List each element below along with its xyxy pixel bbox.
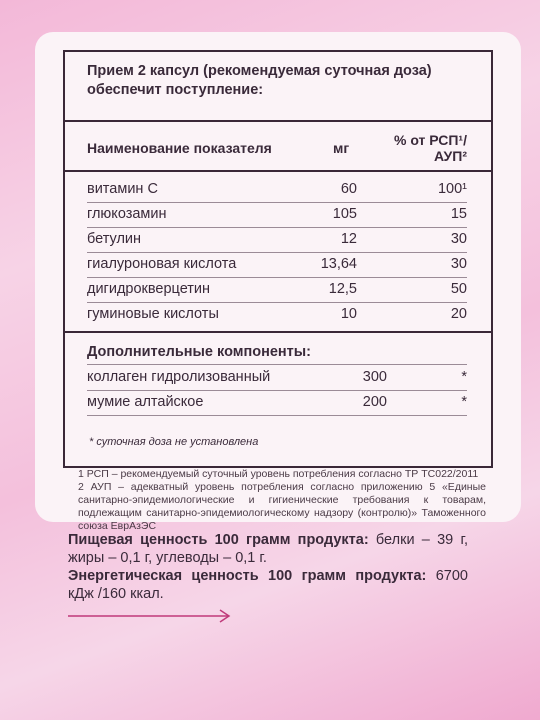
table-row bbox=[87, 366, 467, 391]
nutrition-value: белки – 39 г, жиры – 0,1 г, углеводы – 0,1 г. bbox=[68, 532, 468, 566]
divider bbox=[65, 331, 491, 333]
row-mg: 10 bbox=[340, 306, 357, 322]
energy-value: 6700 кДж /160 ккал. bbox=[68, 568, 469, 602]
row-mg: 60 bbox=[340, 181, 357, 197]
row-name: витамин С bbox=[87, 181, 158, 197]
table-row bbox=[87, 303, 467, 328]
composition-table bbox=[63, 50, 493, 468]
energy-label: Энергетическая ценность 100 грамм продукта: bbox=[68, 568, 427, 584]
table-row bbox=[87, 253, 467, 278]
row-name: коллаген гидролизованный bbox=[87, 369, 271, 385]
column-name-header: Наименование показателя bbox=[87, 140, 272, 156]
table-row bbox=[87, 178, 467, 203]
row-pct: 30 bbox=[450, 256, 467, 272]
row-name: бетулин bbox=[87, 231, 142, 247]
arrow-right-icon bbox=[68, 608, 233, 629]
row-pct: * bbox=[461, 369, 467, 385]
row-pct: 30 bbox=[450, 231, 467, 247]
footnotes bbox=[78, 468, 486, 533]
row-mg: 200 bbox=[362, 394, 387, 410]
footnote-1: 1 РСП – рекомендуемый суточный уровень потребления согласно ТР ТС022/2011 bbox=[78, 468, 479, 480]
row-name: дигидрокверцетин bbox=[87, 281, 211, 297]
row-mg: 300 bbox=[362, 369, 387, 385]
extra-components-header: Дополнительные компоненты: bbox=[87, 344, 311, 360]
row-pct: * bbox=[461, 394, 467, 410]
column-mg-header: мг bbox=[333, 140, 350, 156]
table-row bbox=[87, 203, 467, 228]
row-mg: 105 bbox=[332, 206, 357, 222]
row-name: гиалуроновая кислота bbox=[87, 256, 237, 272]
row-name: мумие алтайское bbox=[87, 394, 204, 410]
row-mg: 13,64 bbox=[320, 256, 357, 272]
row-pct: 50 bbox=[450, 281, 467, 297]
nutrition-label: Пищевая ценность 100 грамм продукта: bbox=[68, 532, 369, 548]
row-name: гуминовые кислоты bbox=[87, 306, 219, 322]
row-pct: 15 bbox=[450, 206, 467, 222]
table-header-text: Прием 2 капсул (рекомендуемая суточная доза) обеспечит поступление: bbox=[87, 63, 432, 98]
composition-card bbox=[35, 32, 521, 532]
row-name: глюкозамин bbox=[87, 206, 167, 222]
divider bbox=[65, 170, 491, 172]
row-mg: 12 bbox=[340, 231, 357, 247]
table-row bbox=[87, 228, 467, 253]
row-pct: 20 bbox=[450, 306, 467, 322]
row-mg: 12,5 bbox=[328, 281, 357, 297]
divider bbox=[65, 120, 491, 122]
table-row bbox=[87, 391, 467, 416]
dose-note: * суточная доза не установлена bbox=[89, 436, 259, 448]
footnote-2: 2 АУП – адекватный уровень потребления согласно приложению 5 «Единые санитарно-эпидемиологические и гигиенические требования к товарам, подлежащим санитарно-эпидемиологическому надзору (контролю)» Таможенного союза ЕврАзЭС bbox=[78, 481, 486, 532]
table-row bbox=[87, 278, 467, 303]
row-pct: 100¹ bbox=[437, 181, 467, 197]
column-pct-header: % от РСП¹/ АУП² bbox=[393, 132, 467, 164]
nutrition-info bbox=[68, 531, 468, 603]
